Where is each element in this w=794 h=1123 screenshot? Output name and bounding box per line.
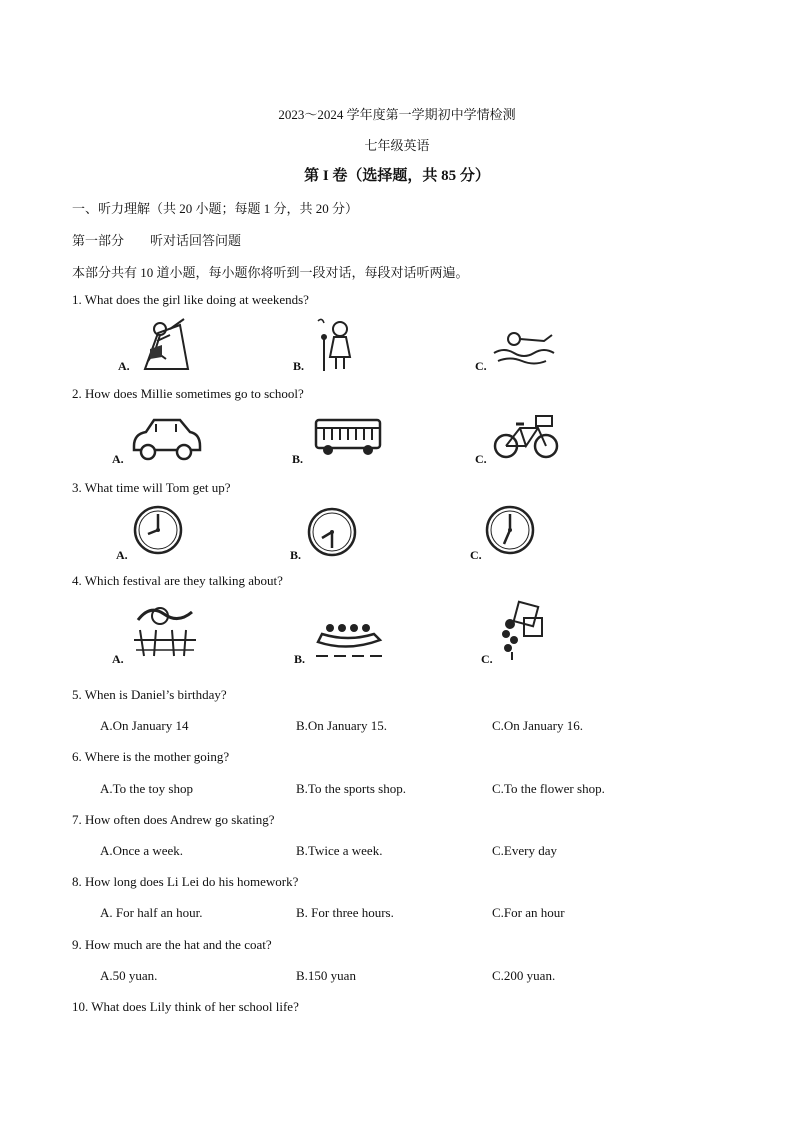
- option-label: A.: [116, 548, 128, 562]
- volume-title: 第 I 卷（选择题，共 85 分）: [304, 168, 490, 184]
- dragon-dance-icon: [130, 600, 200, 662]
- question-3-pictures: [0, 504, 794, 564]
- swimmer-icon: [492, 323, 562, 369]
- question-10-stem: 10. What does Lily think of her school life?: [72, 999, 299, 1014]
- clock-icon: [306, 506, 358, 558]
- exam-title: 2023～2024 学年度第一学期初中学情检测: [278, 107, 516, 122]
- question-7-option-a: A.Once a week.: [100, 843, 184, 858]
- bicycle-icon: [492, 412, 562, 462]
- option-label: C.: [475, 452, 487, 466]
- option-label: A.: [118, 359, 130, 373]
- question-8-option-a: A. For half an hour.: [100, 905, 203, 920]
- question-9-option-c: C.200 yuan.: [492, 968, 556, 983]
- clock-icon: [484, 504, 536, 556]
- section-title: 一、听力理解（共 20 小题；每题 1 分，共 20 分）: [72, 201, 359, 216]
- option-label: B.: [293, 359, 305, 373]
- question-8-stem: 8. How long does Li Lei do his homework?: [72, 874, 299, 889]
- hiking-climber-icon: [100, 315, 190, 373]
- question-5-stem: 5. When is Daniel’s birthday?: [72, 687, 227, 702]
- question-6-option-b: B.To the sports shop.: [296, 781, 406, 796]
- option-label: B.: [294, 652, 306, 666]
- question-9-stem: 9. How much are the hat and the coat?: [72, 937, 272, 952]
- question-9-option-b: B.150 yuan: [296, 968, 356, 983]
- option-label: C.: [470, 548, 482, 562]
- bus-icon: [314, 416, 384, 460]
- question-1-stem: 1. What does the girl like doing at weekends?: [72, 292, 309, 307]
- question-9-option-a: A.50 yuan.: [100, 968, 158, 983]
- lantern-festival-icon: [494, 600, 550, 662]
- option-label: B.: [290, 548, 302, 562]
- question-3-stem: 3. What time will Tom get up?: [72, 480, 231, 495]
- question-7-option-c: C.Every day: [492, 843, 557, 858]
- question-8-option-b: B. For three hours.: [296, 905, 394, 920]
- option-label: A.: [112, 452, 124, 466]
- girl-singing-icon: [310, 315, 370, 373]
- exam-subtitle: 七年级英语: [364, 138, 430, 153]
- question-4-stem: 4. Which festival are they talking about?: [72, 573, 283, 588]
- question-7-stem: 7. How often does Andrew go skating?: [72, 812, 275, 827]
- question-4-pictures: [0, 600, 794, 666]
- question-5-option-b: B.On January 15.: [296, 718, 387, 733]
- option-label: C.: [481, 652, 493, 666]
- question-6-stem: 6. Where is the mother going?: [72, 749, 230, 764]
- clock-icon: [132, 504, 184, 556]
- question-2-pictures: [0, 410, 794, 470]
- dragon-boat-icon: [314, 614, 384, 662]
- question-2-stem: 2. How does Millie sometimes go to school?: [72, 386, 304, 401]
- question-6-option-a: A.To the toy shop: [100, 781, 193, 796]
- question-5-option-a: A.On January 14: [100, 718, 189, 733]
- question-8-option-c: C.For an hour: [492, 905, 565, 920]
- part-title: 第一部分 听对话回答问题: [72, 233, 242, 248]
- option-label: B.: [292, 452, 304, 466]
- option-label: C.: [475, 359, 487, 373]
- part-instruction: 本部分共有 10 道小题，每小题你将听到一段对话，每段对话听两遍。: [72, 265, 469, 280]
- option-label: A.: [112, 652, 124, 666]
- car-icon: [128, 412, 204, 464]
- question-1-pictures: [0, 315, 794, 375]
- question-7-option-b: B.Twice a week.: [296, 843, 383, 858]
- question-6-option-c: C.To the flower shop.: [492, 781, 605, 796]
- question-5-option-c: C.On January 16.: [492, 718, 583, 733]
